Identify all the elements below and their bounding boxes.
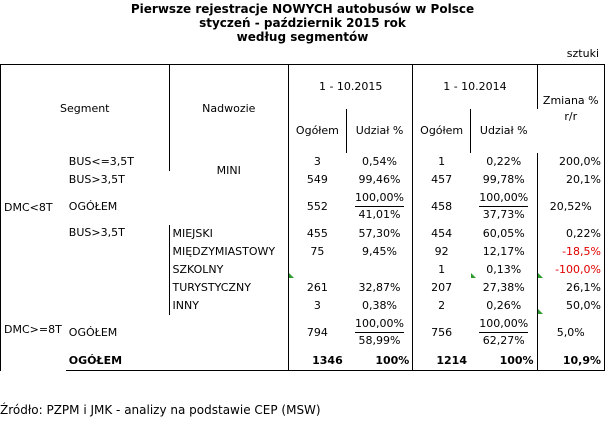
row-miedzymiastowy-label: MIĘDZYMIASTOWY (169, 243, 289, 261)
ogolem-lt8-share-2015-part: 41,01% (358, 208, 401, 221)
bus-le35-total-2014: 1 (413, 153, 471, 171)
ogolem-lt8-total-2015: 552 (289, 189, 347, 225)
bus-gt35-total-2015: 549 (306, 172, 328, 186)
inny-change: 50,0% (537, 297, 604, 315)
bus-gt35-change: 20,1% (537, 171, 604, 189)
miedzymiastowy-total-2014: 92 (434, 244, 449, 258)
bus-le35-total-2015: 3 (289, 153, 347, 171)
row-bus-le35-label: BUS<=3,5T (65, 153, 169, 171)
title-line-2: styczeń - październik 2015 rok (199, 16, 406, 30)
szkolny-share-2014: 0,13% (470, 261, 537, 279)
szkolny-share-2015 (346, 261, 413, 279)
turystyczny-change: 26,1% (537, 279, 604, 297)
segment-dmc-ge8: DMC>=8T (1, 225, 66, 371)
miejski-share-2015: 57,30% (346, 225, 413, 243)
row-ogolem-lt8-label: OGÓŁEM (65, 189, 288, 225)
ogolem-lt8-share-2014 (470, 189, 537, 225)
header-period-2015: 1 - 10.2015 (289, 65, 413, 109)
title-line-3: według segmentów (236, 30, 369, 44)
miedzymiastowy-share-2015: 9,45% (346, 243, 413, 261)
header-period-2014: 1 - 10.2014 (413, 65, 537, 109)
inny-total-2015: 3 (313, 298, 321, 312)
grand-total-share-2014: 100% (470, 351, 537, 371)
row-szkolny-label: SZKOLNY (169, 261, 289, 279)
grand-total-2015: 1346 (289, 351, 347, 371)
ogolem-lt8-share-2015-full: 100,00% (355, 190, 404, 207)
szkolny-total-2015 (289, 261, 347, 279)
ogolem-ge8-share-2014-full: 100,00% (479, 316, 528, 333)
header-total-2014: Ogółem (413, 109, 471, 153)
row-bus-gt35-label: BUS>3,5T (65, 171, 169, 189)
bus-gt35-share-2015: 99,46% (346, 171, 413, 189)
header-body: Nadwozie (169, 65, 289, 153)
turystyczny-share-2015: 32,87% (346, 279, 413, 297)
inny-share-2015: 0,38% (346, 297, 413, 315)
header-change: Zmiana % r/r (537, 65, 604, 153)
ogolem-lt8-share-2015 (346, 189, 413, 225)
ogolem-ge8-share-2015-full: 100,00% (355, 316, 404, 333)
ogolem-lt8-share-2014-part: 37,73% (482, 208, 525, 221)
registrations-table (0, 64, 605, 371)
ogolem-ge8-share-2014 (470, 315, 537, 351)
ogolem-ge8-total-2014: 756 (413, 315, 471, 351)
bus-le35-share-2014: 0,22% (470, 153, 537, 171)
ogolem-ge8-total-2015: 794 (289, 315, 347, 351)
miejski-total-2015: 455 (289, 225, 347, 243)
row-bus-gt35-body-label: BUS>3,5T (65, 225, 169, 315)
segment-dmc-lt8: DMC<8T (1, 153, 66, 225)
ogolem-lt8-share-2014-full: 100,00% (479, 190, 528, 207)
header-share-2015: Udział % (346, 109, 413, 153)
unit-label: sztuki (566, 47, 599, 60)
header-share-2014: Udział % (470, 109, 537, 153)
ogolem-lt8-change: 20,52% (537, 189, 604, 225)
bus-le35-change: 200,0% (537, 153, 604, 171)
grand-total-2014: 1214 (413, 351, 471, 371)
bus-le35-share-2015: 0,54% (346, 153, 413, 171)
grand-total-change: 10,9% (537, 351, 604, 371)
grand-total-share-2015: 100% (346, 351, 413, 371)
header-segment: Segment (1, 65, 170, 153)
inny-total-2014: 2 (438, 298, 446, 312)
source-note: Źródło: PZPM i JMK - analizy na podstawie CEP (MSW) (0, 403, 321, 417)
turystyczny-share-2014: 27,38% (470, 279, 537, 297)
ogolem-ge8-share-2014-part: 62,27% (482, 334, 525, 347)
row-turystyczny-label: TURYSTYCZNY (169, 279, 289, 297)
inny-share-2014: 0,26% (470, 297, 537, 315)
miejski-share-2014: 60,05% (470, 225, 537, 243)
ogolem-ge8-share-2015-part: 58,99% (358, 334, 401, 347)
row-mini-label: MINI (169, 153, 289, 189)
szkolny-total-2014: 1 (438, 262, 446, 276)
ogolem-ge8-share-2015 (346, 315, 413, 351)
miejski-total-2014: 454 (413, 225, 471, 243)
turystyczny-total-2014: 207 (431, 280, 453, 294)
ogolem-lt8-total-2014: 458 (413, 189, 471, 225)
grand-total-label: OGÓŁEM (65, 351, 288, 371)
row-inny-label: INNY (169, 297, 289, 315)
header-total-2015: Ogółem (289, 109, 347, 153)
miedzymiastowy-total-2015: 75 (310, 244, 325, 258)
row-ogolem-ge8-label: OGÓŁEM (65, 315, 288, 351)
miejski-change: 0,22% (537, 225, 604, 243)
row-miejski-label: MIEJSKI (169, 225, 289, 243)
turystyczny-total-2015: 261 (306, 280, 328, 294)
title-line-1: Pierwsze rejestracje NOWYCH autobusów w Polsce (130, 2, 475, 16)
miedzymiastowy-change: -18,5% (537, 243, 604, 261)
bus-gt35-share-2014: 99,78% (470, 171, 537, 189)
bus-gt35-total-2014: 457 (431, 172, 453, 186)
szkolny-change: -100,0% (537, 261, 604, 279)
miedzymiastowy-share-2014: 12,17% (470, 243, 537, 261)
ogolem-ge8-change: 5,0% (537, 315, 604, 351)
